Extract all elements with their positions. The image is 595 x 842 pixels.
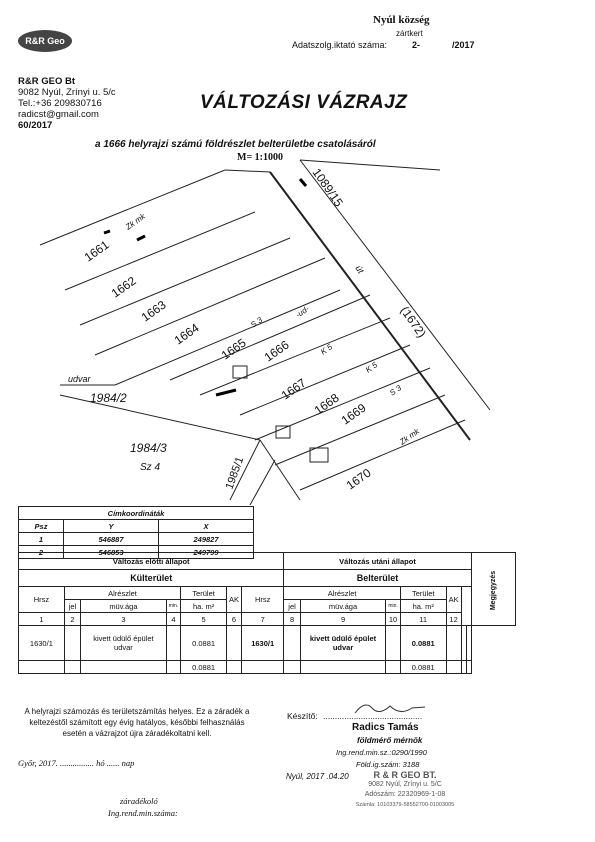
road-1089-15: 1089/15 — [309, 165, 346, 210]
parcel-1984-2: 1984/2 — [90, 391, 127, 405]
company-address: 9082 Nyúl, Zrínyi u. 5/c — [18, 87, 116, 98]
muvaga-header-after: müv.ága — [300, 600, 386, 613]
total-row — [19, 661, 516, 674]
megjegyzes-header — [471, 553, 515, 626]
parcel-1661: 1661 — [81, 237, 112, 265]
hrsz-header-after: Hrsz — [242, 587, 284, 613]
total-after: 0.0881 — [400, 661, 446, 674]
stamp-bank: Számla: 10103379-58552700-01003005 — [355, 802, 455, 808]
municipality: Nyúl község — [373, 14, 430, 26]
coords-header-x: X — [159, 520, 254, 533]
col-num: 7 — [242, 613, 284, 626]
zk-mk-bot-label: Zk mk — [397, 426, 421, 447]
road-ut-label: út — [353, 263, 366, 276]
surveyor-role: földmérő mérnök — [357, 736, 423, 745]
coords-row — [19, 533, 254, 546]
coords-title: Címkoordináták — [19, 507, 254, 520]
keszito-label: Készítő: — [287, 711, 318, 721]
parcel-1663: 1663 — [138, 297, 169, 325]
parcel-1664: 1664 — [171, 320, 202, 348]
row-hrsz-after: 1630/1 — [242, 626, 284, 661]
total-before: 0.0881 — [181, 661, 227, 674]
parcel-1662: 1662 — [108, 273, 139, 301]
doc-scale: M= 1:1000 — [237, 152, 283, 163]
coords-header-psz: Psz — [19, 520, 64, 533]
row-desc-after: kivett üdülő épület udvar — [300, 626, 386, 661]
doc-title: VÁLTOZÁSI VÁZRAJZ — [200, 92, 408, 113]
surveyor-foldig: Föld.ig.szám: 3188 — [356, 760, 420, 769]
parcel-1668: 1668 — [311, 390, 342, 418]
col-num: 2 — [64, 613, 80, 626]
s3b-label: S 3 — [387, 383, 403, 398]
ak-header-before: AK — [226, 587, 241, 613]
road-1672: (1672) — [397, 303, 429, 341]
surveyor-name: Radics Tamás — [352, 722, 419, 733]
table-row — [19, 626, 516, 661]
s3a-label: S 3 — [248, 315, 264, 330]
ud-label: -ud- — [293, 304, 311, 320]
k5b-label: K 5 — [363, 360, 379, 375]
col-num: 4 — [166, 613, 180, 626]
min-header-before: min. — [166, 600, 180, 613]
coords-x: 249827 — [159, 533, 254, 546]
parcel-1985-1: 1985/1 — [223, 455, 247, 492]
row-hrsz-before: 1630/1 — [19, 626, 65, 661]
col-num: 6 — [226, 613, 241, 626]
min-header-after: min. — [386, 600, 400, 613]
terulet-header-after: Terület — [400, 587, 446, 600]
col-num: 8 — [284, 613, 300, 626]
reg-year: /2017 — [452, 40, 475, 50]
ingrend-label: Ing.rend.min.száma: — [108, 808, 178, 818]
hrsz-header-before: Hrsz — [19, 587, 65, 613]
stamp-tax: Adószám: 22320969-1-08 — [364, 791, 446, 798]
jel-header-before: jel — [64, 600, 80, 613]
signature — [350, 698, 430, 718]
col-num: 5 — [181, 613, 227, 626]
row-area-after: 0.0881 — [400, 626, 446, 661]
ham2-header-after: ha. m² — [400, 600, 446, 613]
alreszlet-header-before: Alrészlet — [64, 587, 180, 600]
row-area-before: 0.0881 — [181, 626, 227, 661]
company-ref: 60/2017 — [18, 120, 53, 131]
after-state-header: Változás utáni állapot — [284, 553, 471, 570]
coords-header-y: Y — [64, 520, 159, 533]
parcel-1665: 1665 — [218, 335, 249, 363]
company-stamp — [340, 770, 470, 810]
ham2-header-before: ha. m² — [181, 600, 227, 613]
col-num: 9 — [300, 613, 386, 626]
coords-y: 546853 — [64, 546, 159, 559]
company-email: radicst@gmail.com — [18, 109, 99, 120]
keszito-dots: .......................................... — [323, 711, 423, 721]
doc-subtitle: a 1666 helyrajzi számú földrészlet belterületbe csatolásáról — [95, 139, 376, 150]
col-num: 3 — [81, 613, 167, 626]
surveyor-ing: Ing.rend.min.sz.:0290/1990 — [336, 748, 427, 757]
belterulet-header: Belterület — [284, 570, 471, 587]
sz4-label: Sz 4 — [140, 462, 161, 473]
coords-psz: 2 — [19, 546, 64, 559]
alreszlet-header-after: Alrészlet — [284, 587, 400, 600]
place-date: Nyúl, 2017 .04.20 — [286, 772, 349, 781]
ak-header-after: AK — [446, 587, 461, 613]
before-state-header: Változás előtti állapot — [19, 553, 284, 570]
stamp-name: R & R GEO BT. — [373, 770, 437, 780]
megjegyzes-label: Megjegyzés — [489, 570, 497, 610]
jel-header-after: jel — [284, 600, 300, 613]
coords-y: 546887 — [64, 533, 159, 546]
company-name: R&R GEO Bt — [18, 76, 75, 87]
parcel-1666: 1666 — [261, 337, 292, 365]
date-line: Győr, 2017. ................ hó ...... nap — [18, 758, 135, 768]
parcel-1669: 1669 — [338, 400, 369, 428]
reg-number: 2- — [412, 40, 421, 50]
udvar-label: udvar — [68, 374, 91, 384]
stamp-address: 9082 Nyúl, Zrínyi u. 5/C — [368, 781, 442, 788]
col-num: 10 — [386, 613, 400, 626]
parcel-1984-3: 1984/3 — [130, 441, 167, 455]
col-num: 12 — [446, 613, 461, 626]
muvaga-header-before: müv.ága — [81, 600, 167, 613]
coords-psz: 1 — [19, 533, 64, 546]
validity-note: A helyrajzi számozás és területszámítás helyes. Ez a záradék a keltezéstől számított egy évig hatályos, későbbi felhasználás esetén a vázrajzot újra záradékoltatni kell. — [24, 707, 250, 738]
terulet-header-before: Terület — [181, 587, 227, 600]
company-phone: Tel.:+36 209830716 — [18, 98, 102, 109]
kulterulet-header: Külterület — [19, 570, 284, 587]
company-logo: R&R Geo — [18, 30, 72, 52]
zk-mk-top-label: Zk mk — [123, 211, 147, 232]
column-number-row — [19, 613, 516, 626]
parcel-1670: 1670 — [343, 465, 374, 493]
coords-x: 249799 — [159, 546, 254, 559]
col-num: 11 — [400, 613, 446, 626]
col-num: 1 — [19, 613, 65, 626]
parcel-1667: 1667 — [278, 375, 309, 403]
zaradekolo-label: záradékoló — [120, 796, 158, 806]
zarkert-label: zártkert — [396, 29, 423, 38]
change-table — [18, 552, 516, 674]
row-desc-before: kivett üdülő épület udvar — [81, 626, 167, 661]
reg-label: Adatszolg.iktató száma: — [292, 40, 388, 50]
k5a-label: K 5 — [318, 342, 334, 357]
